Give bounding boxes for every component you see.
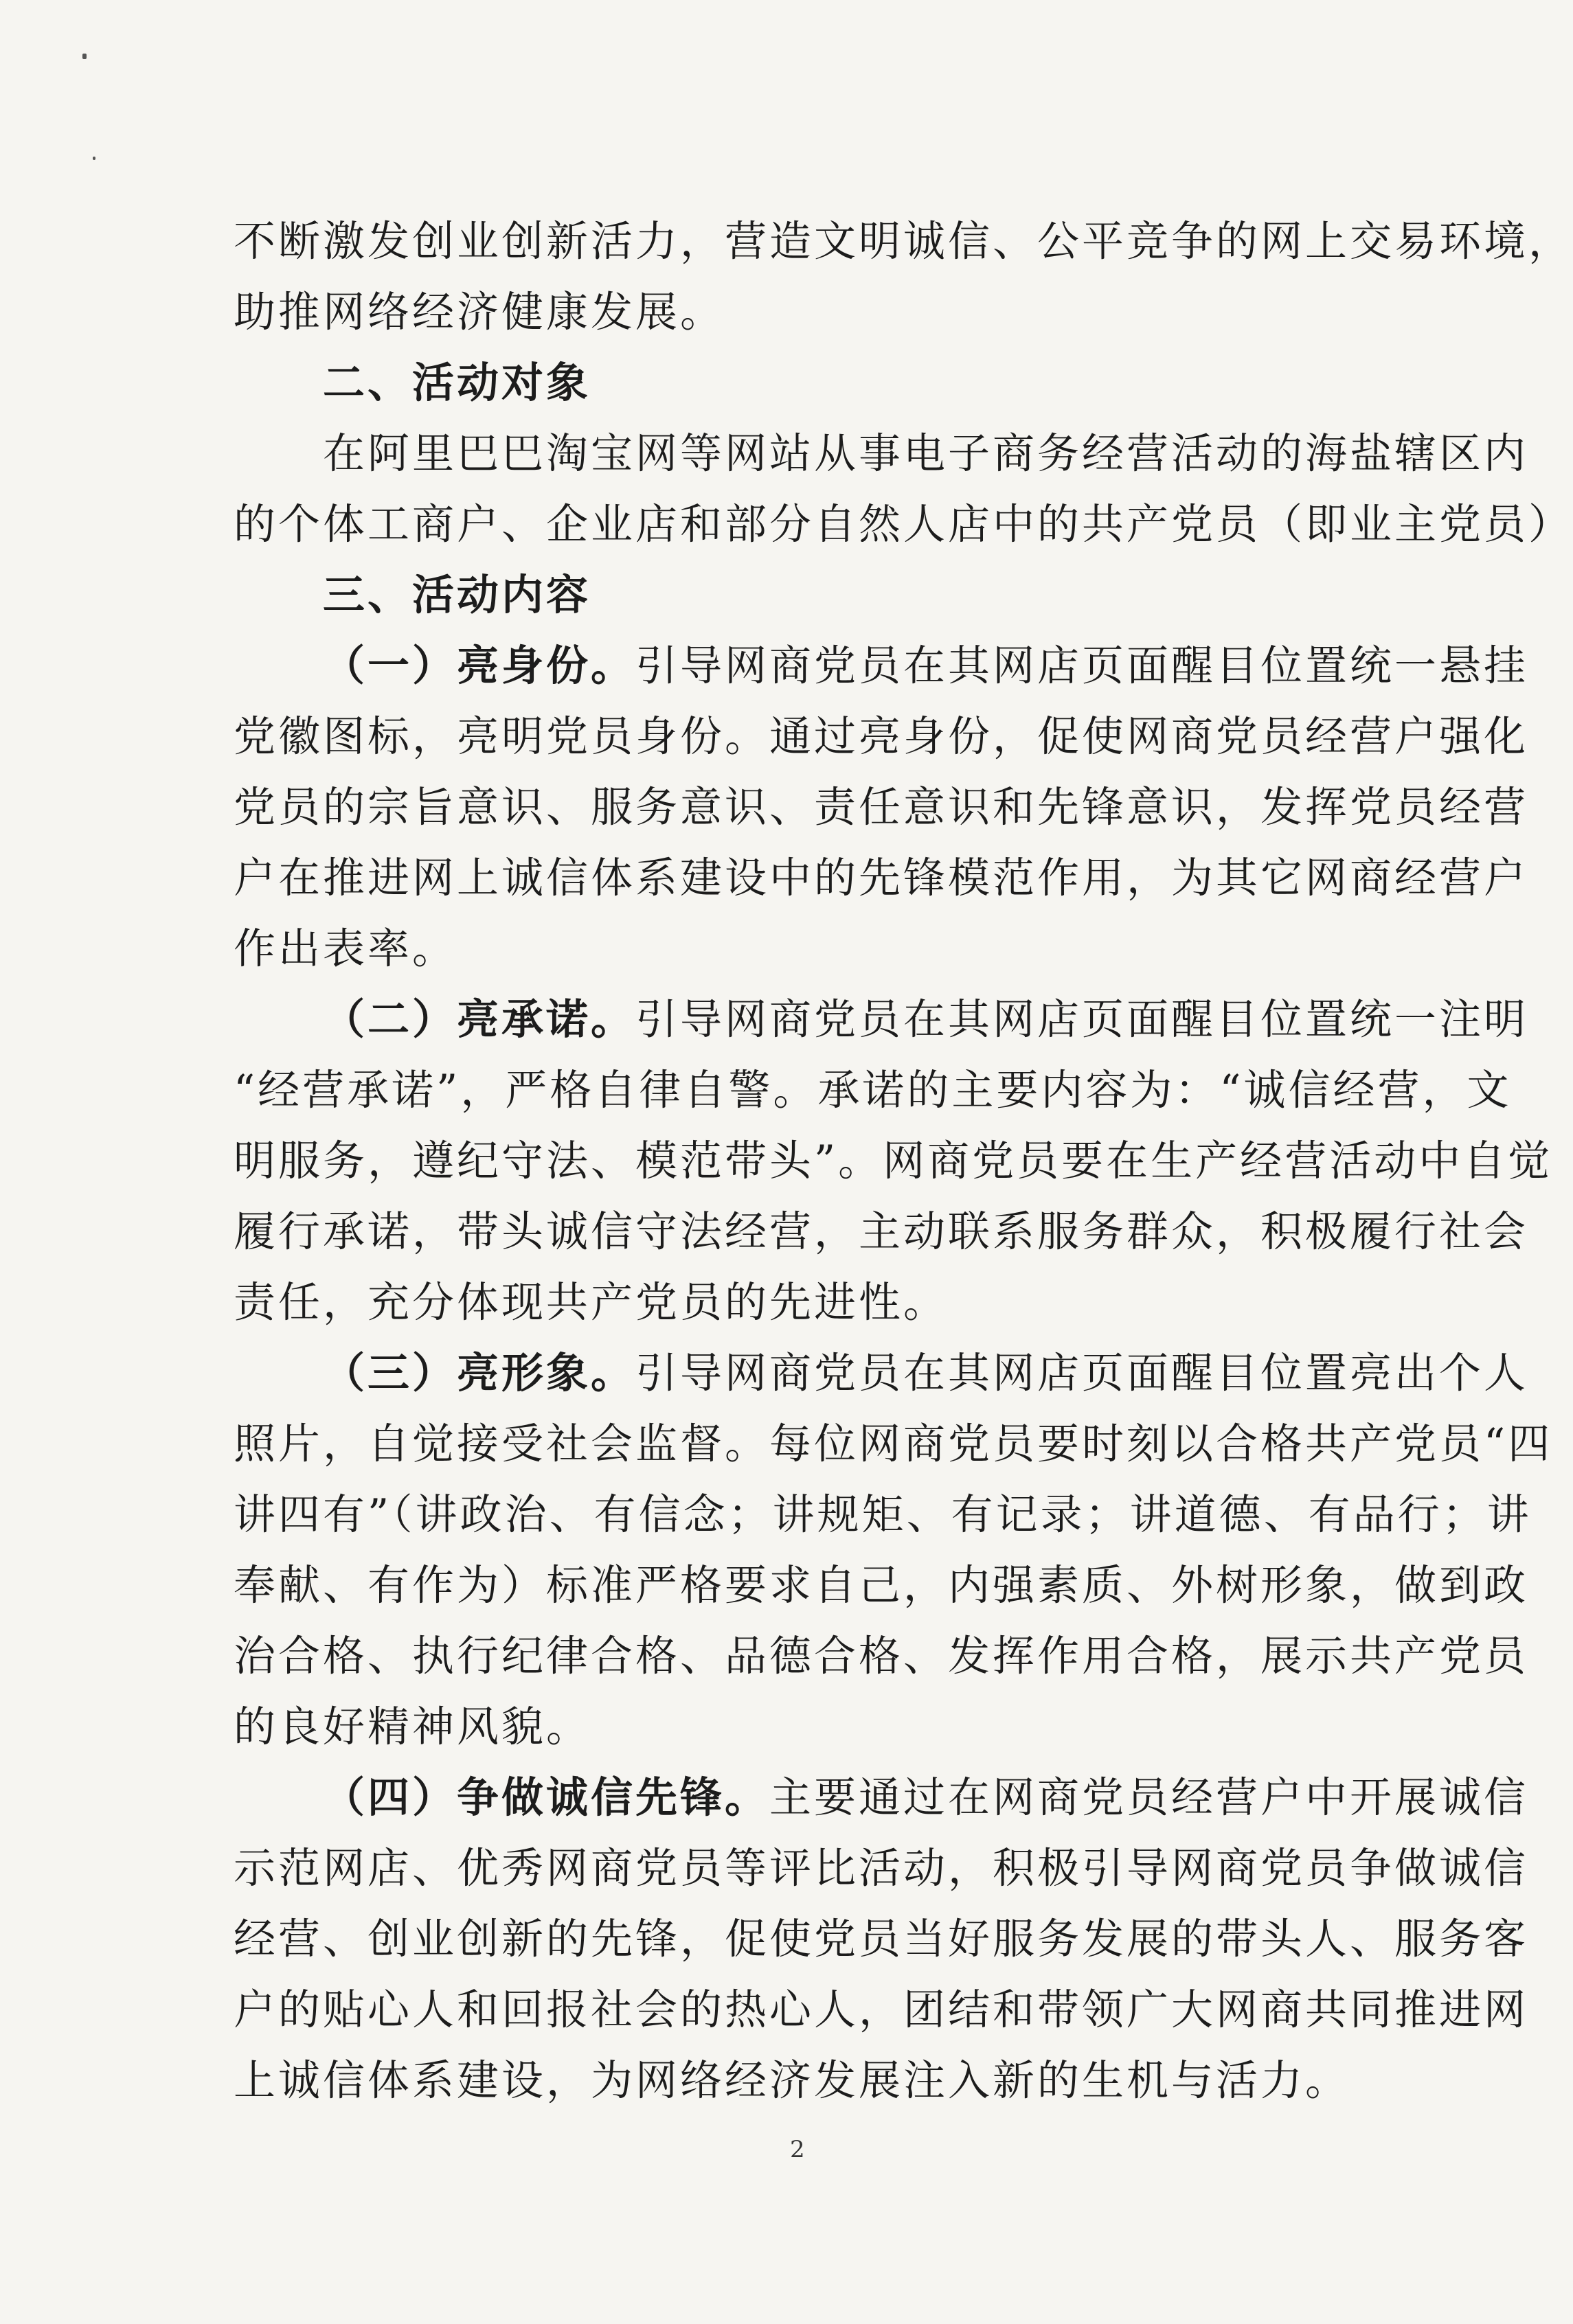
page-number: 2 [790,2136,805,2163]
text-line: 经营、创业创新的先锋，促使党员当好服务发展的带头人、服务客 [234,1915,1529,1963]
text-line: 奉献、有作为）标准严格要求自己，内强素质、外树形象，做到政 [234,1561,1529,1610]
paragraph-line [234,984,1529,1055]
scan-speck [93,157,95,160]
paragraph-line [234,1762,1529,1833]
text-line: 明服务，遵纪守法、模范带头”。网商党员要在生产经营活动中自觉 [234,1137,1553,1185]
text-line: 示范网店、优秀网商党员等评比活动，积极引导网商党员争做诚信 [234,1844,1529,1893]
section-heading-targets: 二、活动对象 [323,358,591,407]
item-lead-commitment: （二）亮承诺。 [323,995,636,1044]
text-line: 的个体工商户、企业店和部分自然人店中的共产党员（即业主党员） [234,500,1573,549]
text-line: “经营承诺”，严格自律自警。承诺的主要内容为：“诚信经营，文 [234,1066,1512,1115]
text-run: 引导网商党员在其网店页面醒目位置亮出个人 [635,1349,1529,1398]
text-run: 引导网商党员在其网店页面醒目位置统一悬挂 [635,641,1529,690]
item-lead-image: （三）亮形象。 [323,1349,636,1398]
paragraph-line [234,1338,1529,1409]
text-line: 责任，充分体现共产党员的先进性。 [234,1278,949,1327]
text-line: 讲四有”（讲政治、有信念；讲规矩、有记录；讲道德、有品行；讲 [234,1490,1532,1539]
text-line: 作出表率。 [234,924,457,973]
paragraph-line [234,630,1529,701]
document-body [234,206,1573,2116]
section-heading-content: 三、活动内容 [323,571,591,619]
text-line: 户的贴心人和回报社会的热心人，团结和带领广大网商共同推进网 [234,1985,1529,2034]
text-line: 不断激发创业创新活力，营造文明诚信、公平竞争的网上交易环境， [234,217,1573,266]
item-lead-identity: （一）亮身份。 [323,641,636,690]
text-line: 治合格、执行纪律合格、品德合格、发挥作用合格，展示共产党员 [234,1632,1529,1681]
text-run: 主要通过在网商党员经营户中开展诚信 [769,1773,1529,1822]
text-run: 引导网商党员在其网店页面醒目位置统一注明 [635,995,1529,1044]
text-line: 党徽图标，亮明党员身份。通过亮身份，促使网商党员经营户强化 [234,712,1529,761]
text-line: 履行承诺，带头诚信守法经营，主动联系服务群众，积极履行社会 [234,1207,1529,1256]
text-line: 照片，自觉接受社会监督。每位网商党员要时刻以合格共产党员“四 [234,1420,1553,1468]
scan-speck [82,54,87,59]
text-line: 在阿里巴巴淘宝网等网站从事电子商务经营活动的海盐辖区内 [323,429,1529,478]
text-line: 助推网络经济健康发展。 [234,288,725,337]
text-line: 上诚信体系建设，为网络经济发展注入新的生机与活力。 [234,2056,1350,2105]
text-line: 党员的宗旨意识、服务意识、责任意识和先锋意识，发挥党员经营 [234,783,1529,832]
text-line: 户在推进网上诚信体系建设中的先锋模范作用，为其它网商经营户 [234,854,1529,902]
text-line: 的良好精神风貌。 [234,1702,591,1751]
item-lead-pioneer: （四）争做诚信先锋。 [323,1773,770,1822]
